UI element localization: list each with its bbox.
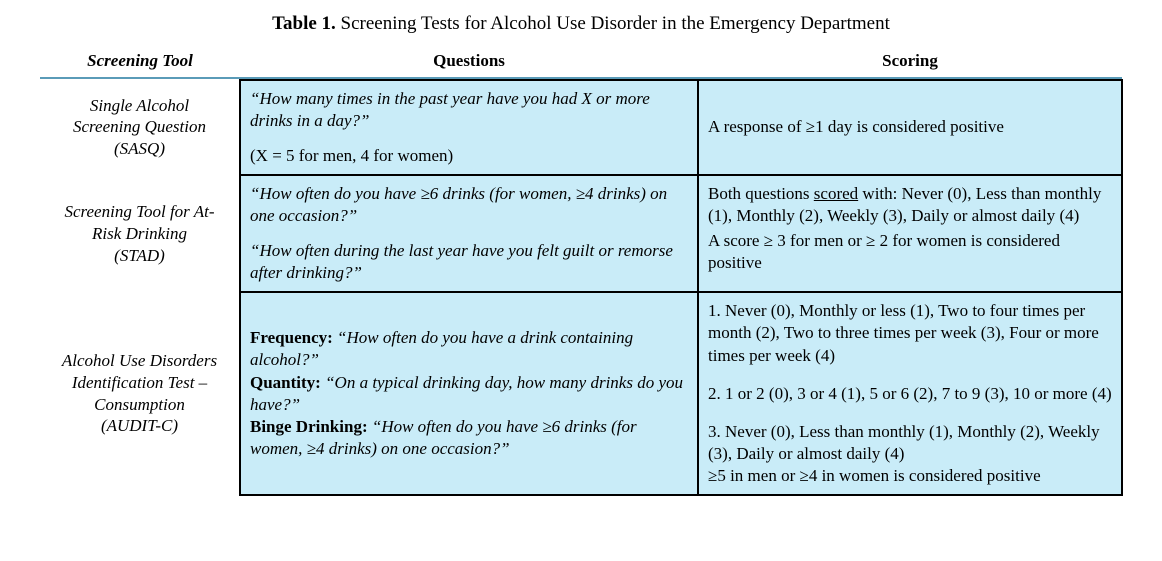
table-row: [40, 80, 1122, 175]
question-text: “How often do you have ≥6 drinks (for women, ≥4 drinks) on one occasion?”: [250, 183, 668, 226]
scoring-paragraph-2: 2. 1 or 2 (0), 3 or 4 (1), 5 or 6 (2), 7 to 9 (3), 10 or more (4): [708, 383, 1112, 403]
rule-line: [698, 77, 1122, 79]
scoring-text: [708, 183, 1112, 227]
tool-line: (AUDIT-C): [100, 416, 179, 436]
scoring-paragraph-2: A score ≥ 3 for men or ≥ 2 for women is considered positive: [708, 231, 1060, 273]
scoring-text: [708, 230, 1112, 274]
tool-line: (STAD): [114, 245, 165, 265]
question-note: (X = 5 for men, 4 for women): [250, 145, 454, 165]
question-text: “How often do you have ≥6 drinks (for women, ≥4 drinks) on one occasion?”: [250, 416, 637, 458]
header-scoring: Scoring: [882, 50, 938, 70]
tool-line: Screening Question: [73, 117, 206, 137]
scoring-cell-stad: [698, 175, 1122, 292]
table-row: [40, 292, 1122, 495]
header-screening-tool: Screening Tool: [87, 50, 193, 70]
tool-line: Identification Test –: [71, 372, 208, 392]
tool-name-sasq: [40, 80, 240, 175]
tool-line: Consumption: [94, 394, 185, 414]
scoring-cell-sasq: [698, 80, 1122, 175]
header-questions: Questions: [433, 50, 505, 70]
screening-tests-table: [40, 47, 1123, 496]
tool-name-auditc: [40, 292, 240, 495]
questions-cell-sasq: [240, 80, 698, 175]
question-label: Frequency:: [250, 328, 333, 348]
question-item-quantity: [250, 372, 688, 416]
tool-line: Alcohol Use Disorders: [61, 351, 218, 371]
tool-line: Screening Tool for At-: [64, 202, 215, 222]
scoring-text: A response of ≥1 day is considered positive: [708, 117, 1004, 137]
questions-cell-auditc: [240, 292, 698, 495]
question-label: Binge Drinking:: [250, 416, 368, 436]
tool-name-stad: [40, 175, 240, 292]
scoring-paragraph-3: 3. Never (0), Less than monthly (1), Monthly (2), Weekly (3), Daily or almost daily (4): [708, 421, 1100, 463]
table-caption: [0, 0, 1162, 47]
question-text: “How often do you have a drink containing alcohol?”: [250, 328, 634, 370]
question-text: “On a typical drinking day, how many drinks do you have?”: [250, 372, 684, 414]
scoring-cell-auditc: [698, 292, 1122, 495]
question-label: Quantity:: [250, 372, 321, 392]
questions-cell-stad: [240, 175, 698, 292]
table-row: [40, 175, 1122, 292]
caption-text: Screening Tests for Alcohol Use Disorder in the Emergency Department: [335, 13, 890, 34]
tool-line: Risk Drinking: [92, 223, 187, 243]
question-text: “How often during the last year have you felt guilt or remorse after drinking?”: [250, 241, 673, 283]
question-text: “How many times in the past year have you had X or more drinks in a day?”: [250, 88, 650, 130]
tool-line: Single Alcohol: [89, 95, 190, 115]
caption-label: Table 1.: [272, 13, 336, 34]
tool-line: (SASQ): [114, 139, 165, 159]
question-item-binge: [250, 416, 688, 460]
scoring-paragraph-1: Both questions scored with: Never (0), Less than monthly (1), Monthly (2), Weekly (3), Daily or almost daily (4): [708, 183, 1102, 226]
table-header-row: [40, 47, 1122, 77]
scoring-paragraph-1: 1. Never (0), Monthly or less (1), Two to four times per month (2), Two to three times per week (3), Four or more times per week (4): [708, 301, 1099, 365]
question-item-frequency: [250, 327, 688, 371]
rule-line: [240, 77, 698, 79]
scoring-final-line: ≥5 in men or ≥4 in women is considered positive: [708, 465, 1041, 485]
